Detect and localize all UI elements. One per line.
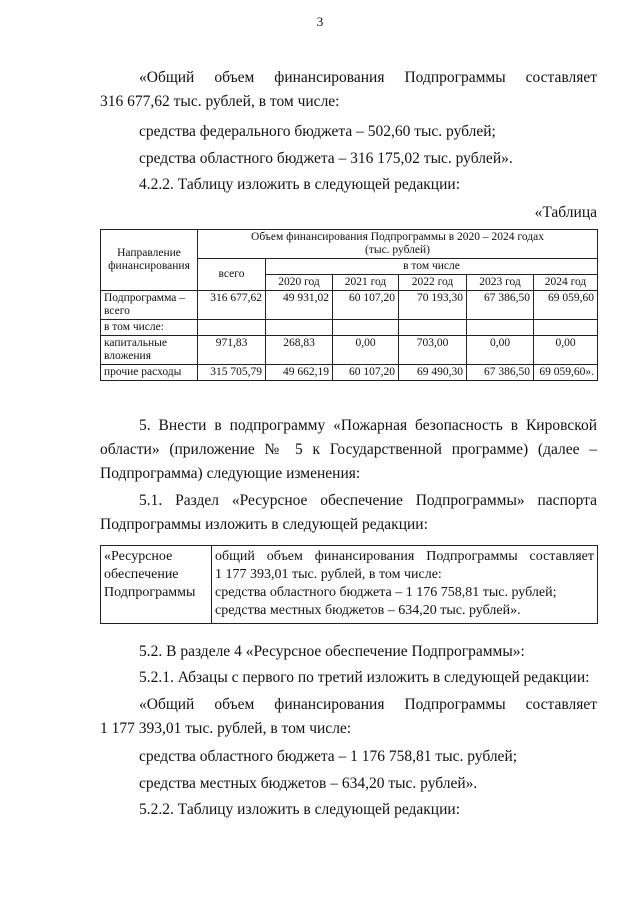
row-label: капитальные вложения [101, 336, 198, 365]
paragraph-line: 5.2. В разделе 4 «Ресурсное обеспечение Подпрограммы»: [139, 643, 525, 660]
row-label: Подпрограмма – всего [101, 291, 198, 320]
cell-value [399, 320, 467, 336]
header-including: в том числе [266, 259, 598, 275]
paragraph-local-budget [100, 772, 597, 796]
resource-value-line: средства областного бюджета – 1 176 758,81 тыс. рублей; [215, 585, 557, 600]
paragraph-line: «Общий объем финансирования Подпрограммы составляет [139, 696, 597, 713]
cell-value: 69 059,60». [534, 365, 598, 381]
paragraph-line: 1 177 393,01 тыс. рублей, в том числе: [100, 720, 352, 737]
resource-table [100, 545, 598, 624]
paragraph-422 [100, 173, 597, 197]
header-year: 2022 год [399, 275, 467, 291]
resource-value-line: общий объем финансирования Подпрограммы составляет [215, 549, 594, 564]
cell-value: 67 386,50 [467, 365, 534, 381]
paragraph-total-financing-2 [100, 693, 597, 741]
row-label: прочие расходы [101, 365, 198, 381]
resource-value-line: средства местных бюджетов – 634,20 тыс. рублей». [215, 603, 521, 618]
cell-value [198, 320, 266, 336]
cell-value: 49 662,19 [266, 365, 333, 381]
header-volume-title: Объем финансирования Подпрограммы в 2020 – 2024 годах [251, 231, 544, 243]
header-volume [198, 230, 598, 259]
paragraph-line: 5.2.1. Абзацы с первого по третий изложить в следующей редакции: [139, 669, 590, 686]
table-row [101, 336, 598, 365]
financing-table [100, 229, 598, 381]
cell-value: 0,00 [333, 336, 399, 365]
paragraph-line: области» (приложение № 5 к Государственной программе) (далее – [100, 441, 597, 458]
paragraph-line: Подпрограммы изложить в следующей редакции: [100, 516, 428, 533]
paragraph-5-2-2 [100, 798, 597, 822]
resource-label-line: «Ресурсное [104, 549, 173, 564]
paragraph-line: 4.2.2. Таблицу изложить в следующей редакции: [139, 176, 460, 193]
cell-value [467, 320, 534, 336]
paragraph-total-financing-1 [100, 66, 597, 114]
cell-value: 60 107,20 [333, 365, 399, 381]
paragraph-5 [100, 414, 597, 486]
resource-value-line: 1 177 393,01 тыс. рублей, в том числе: [215, 567, 442, 582]
table-caption [100, 201, 597, 225]
cell-value: 971,83 [198, 336, 266, 365]
cell-value: 69 059,60 [534, 291, 598, 320]
header-year: 2024 год [534, 275, 598, 291]
paragraph-line: 5.2.2. Таблицу изложить в следующей редакции: [139, 801, 460, 818]
paragraph-federal-budget [100, 120, 597, 144]
resource-label-line: обеспечение [104, 567, 179, 582]
paragraph-line: средства федерального бюджета – 502,60 тыс. рублей; [139, 123, 496, 140]
cell-value: 49 931,02 [266, 291, 333, 320]
caption-text: «Таблица [534, 204, 597, 221]
paragraph-5-1 [100, 489, 597, 537]
cell-value: 268,83 [266, 336, 333, 365]
paragraph-line: «Общий объем финансирования Подпрограммы составляет [139, 69, 597, 86]
cell-value [333, 320, 399, 336]
paragraph-line: средства областного бюджета – 316 175,02 тыс. рублей». [139, 150, 513, 167]
cell-value: 703,00 [399, 336, 467, 365]
paragraph-5-2-1 [100, 666, 597, 690]
paragraph-line: 316 677,62 тыс. рублей, в том числе: [100, 93, 340, 110]
resource-value-cell [212, 546, 598, 624]
paragraph-line: средства местных бюджетов – 634,20 тыс. рублей». [139, 775, 478, 792]
cell-value: 0,00 [467, 336, 534, 365]
cell-value [534, 320, 598, 336]
paragraph-line: средства областного бюджета – 1 176 758,81 тыс. рублей; [139, 748, 518, 765]
cell-value: 70 193,30 [399, 291, 467, 320]
paragraph-line: 5. Внести в подпрограмму «Пожарная безопасность в Кировской [139, 417, 597, 434]
header-year: 2021 год [333, 275, 399, 291]
row-label: в том числе: [101, 320, 198, 336]
paragraph-line: Подпрограмма) следующие изменения: [100, 465, 361, 482]
header-year: 2020 год [266, 275, 333, 291]
cell-value: 315 705,79 [198, 365, 266, 381]
cell-value: 60 107,20 [333, 291, 399, 320]
cell-value: 69 490,30 [399, 365, 467, 381]
header-volume-unit: (тыс. рублей) [364, 244, 431, 256]
header-total: всего [198, 259, 266, 291]
resource-label-cell [101, 546, 212, 624]
cell-value [266, 320, 333, 336]
cell-value: 316 677,62 [198, 291, 266, 320]
cell-value: 0,00 [534, 336, 598, 365]
paragraph-regional-budget [100, 147, 597, 171]
paragraph-5-2 [100, 640, 597, 664]
table-row [101, 320, 598, 336]
paragraph-regional-budget-2 [100, 745, 597, 769]
table-row [101, 291, 598, 320]
paragraph-line: 5.1. Раздел «Ресурсное обеспечение Подпрограммы» паспорта [139, 492, 597, 509]
header-direction: Направление финансирования [101, 230, 198, 291]
table-row [101, 365, 598, 381]
page-number: 3 [316, 14, 324, 29]
resource-label-line: Подпрограммы [104, 585, 196, 600]
cell-value: 67 386,50 [467, 291, 534, 320]
header-year: 2023 год [467, 275, 534, 291]
